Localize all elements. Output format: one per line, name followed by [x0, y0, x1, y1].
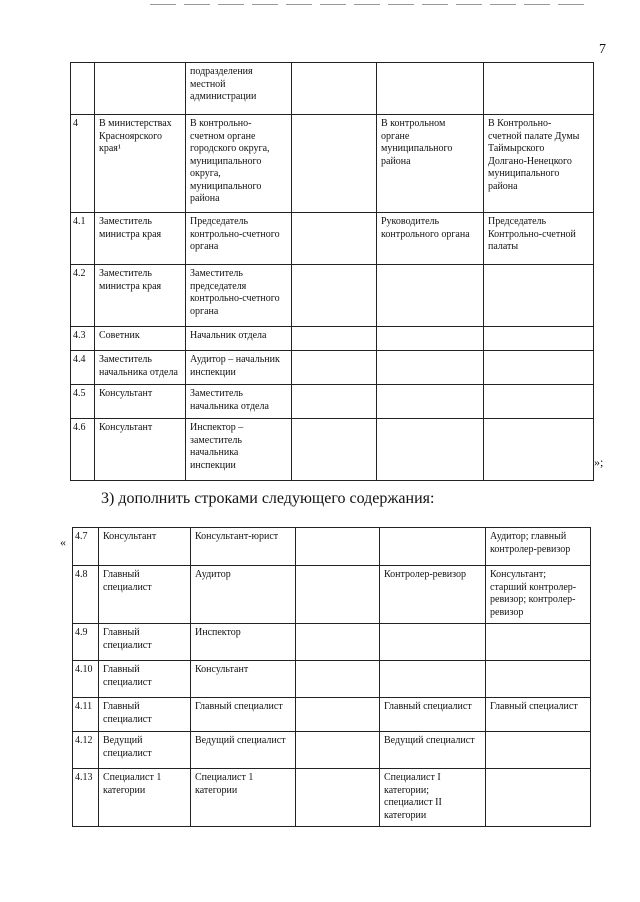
table-cell: Специалист 1 категории	[99, 769, 191, 827]
table-cell	[380, 661, 486, 698]
table-cell	[380, 624, 486, 661]
table-cell: Заместитель начальника отдела	[95, 351, 186, 385]
table-cell: Инспектор	[191, 624, 296, 661]
table-cell	[292, 213, 377, 265]
opening-quote-mark: «	[60, 535, 66, 549]
table-cell: Главный специалист	[99, 624, 191, 661]
table-cell	[292, 265, 377, 327]
table-cell: Главный специалист	[191, 698, 296, 732]
table-cell: Ведущий специалист	[191, 732, 296, 769]
table-cell: Заместитель председателя контрольно-счетного органа	[186, 265, 292, 327]
table-cell: Специалист I категории; специалист II категории	[380, 769, 486, 827]
row-number-cell: 4.8	[73, 566, 99, 624]
table-row	[73, 698, 591, 732]
added-rows-table	[72, 527, 591, 827]
table-row	[71, 63, 594, 115]
table-cell: Консультант-юрист	[191, 528, 296, 566]
table-cell	[486, 624, 591, 661]
table-cell: Заместитель министра края	[95, 265, 186, 327]
table-row	[73, 769, 591, 827]
table-row	[73, 661, 591, 698]
table-cell	[377, 385, 484, 419]
table-cell	[292, 351, 377, 385]
table-cell: Главный специалист	[99, 698, 191, 732]
table-row	[71, 385, 594, 419]
closing-quote-mark: »;	[594, 455, 604, 469]
table-cell: Аудитор	[191, 566, 296, 624]
row-number-cell: 4.2	[71, 265, 95, 327]
table-cell	[292, 63, 377, 115]
table-cell: Ведущий специалист	[380, 732, 486, 769]
table-cell: Советник	[95, 327, 186, 351]
row-number-cell: 4	[71, 115, 95, 213]
table-row	[73, 732, 591, 769]
table-cell	[296, 698, 380, 732]
table-cell	[292, 115, 377, 213]
table-cell: Главный специалист	[99, 566, 191, 624]
table-cell	[484, 351, 594, 385]
table-cell: Аудитор; главный контролер-ревизор	[486, 528, 591, 566]
table-cell	[296, 566, 380, 624]
row-number-cell: 4.1	[71, 213, 95, 265]
table-row	[71, 351, 594, 385]
row-number-cell: 4.7	[73, 528, 99, 566]
table-cell	[484, 419, 594, 481]
table-cell	[377, 327, 484, 351]
table-cell	[377, 351, 484, 385]
table-cell	[380, 528, 486, 566]
amendment-heading: 3) дополнить строками следующего содержания:	[101, 490, 435, 507]
table-cell	[484, 385, 594, 419]
table-cell	[377, 265, 484, 327]
table-row	[73, 566, 591, 624]
table-cell: Заместитель министра края	[95, 213, 186, 265]
row-number-cell: 4.9	[73, 624, 99, 661]
table-cell: Главный специалист	[99, 661, 191, 698]
table-cell: Главный специалист	[486, 698, 591, 732]
row-number-cell: 4.10	[73, 661, 99, 698]
row-number-cell: 4.3	[71, 327, 95, 351]
table-cell: Контролер-ревизор	[380, 566, 486, 624]
page-number: 7	[599, 42, 606, 57]
table-cell: В контрольном органе муниципального района	[377, 115, 484, 213]
row-number-cell: 4.13	[73, 769, 99, 827]
table-cell: Главный специалист	[380, 698, 486, 732]
table-cell	[95, 63, 186, 115]
row-number-cell: 4.12	[73, 732, 99, 769]
table-cell: Консультант	[95, 385, 186, 419]
table-cell	[296, 661, 380, 698]
table-cell	[296, 732, 380, 769]
table-cell	[292, 419, 377, 481]
row-number-cell	[71, 63, 95, 115]
table-cell	[486, 732, 591, 769]
table-cell	[296, 624, 380, 661]
table-cell	[484, 265, 594, 327]
row-number-cell: 4.11	[73, 698, 99, 732]
table-cell: Консультант	[99, 528, 191, 566]
row-number-cell: 4.6	[71, 419, 95, 481]
table-cell: Председатель Контрольно-счетной палаты	[484, 213, 594, 265]
table-cell: Консультант; старший контролер- ревизор; контролер- ревизор	[486, 566, 591, 624]
table-row	[71, 419, 594, 481]
table-cell	[484, 63, 594, 115]
table-cell: Заместитель начальника отдела	[186, 385, 292, 419]
table-cell	[486, 769, 591, 827]
table-cell: Консультант	[191, 661, 296, 698]
table-cell	[292, 327, 377, 351]
table-cell: Консультант	[95, 419, 186, 481]
table-row	[71, 327, 594, 351]
table-cell: В контрольно- счетном органе городского округа, муниципального округа, муниципального района	[186, 115, 292, 213]
table-cell: В министерствах Красноярского края¹	[95, 115, 186, 213]
row-number-cell: 4.4	[71, 351, 95, 385]
table-row	[71, 115, 594, 213]
positions-table-continued	[70, 62, 594, 481]
table-cell: Ведущий специалист	[99, 732, 191, 769]
added-rows-table-body	[73, 528, 591, 827]
table-cell	[377, 63, 484, 115]
table-cell	[486, 661, 591, 698]
table-cell	[377, 419, 484, 481]
row-number-cell: 4.5	[71, 385, 95, 419]
header-rule	[150, 4, 590, 5]
table-row	[73, 528, 591, 566]
table-cell	[296, 528, 380, 566]
table-cell: Инспектор – заместитель начальника инспекции	[186, 419, 292, 481]
table-cell	[296, 769, 380, 827]
table-cell: Специалист 1 категории	[191, 769, 296, 827]
table-row	[71, 265, 594, 327]
table-cell: Председатель контрольно-счетного органа	[186, 213, 292, 265]
table-cell: Руководитель контрольного органа	[377, 213, 484, 265]
table-cell	[484, 327, 594, 351]
table-cell: Начальник отдела	[186, 327, 292, 351]
table-cell: В Контрольно- счетной палате Думы Таймырского Долгано-Ненецкого муниципального района	[484, 115, 594, 213]
table-cell: Аудитор – начальник инспекции	[186, 351, 292, 385]
table-row	[71, 213, 594, 265]
table-row	[73, 624, 591, 661]
table-cell	[292, 385, 377, 419]
positions-table-body	[71, 63, 594, 481]
table-cell: подразделения местной администрации	[186, 63, 292, 115]
